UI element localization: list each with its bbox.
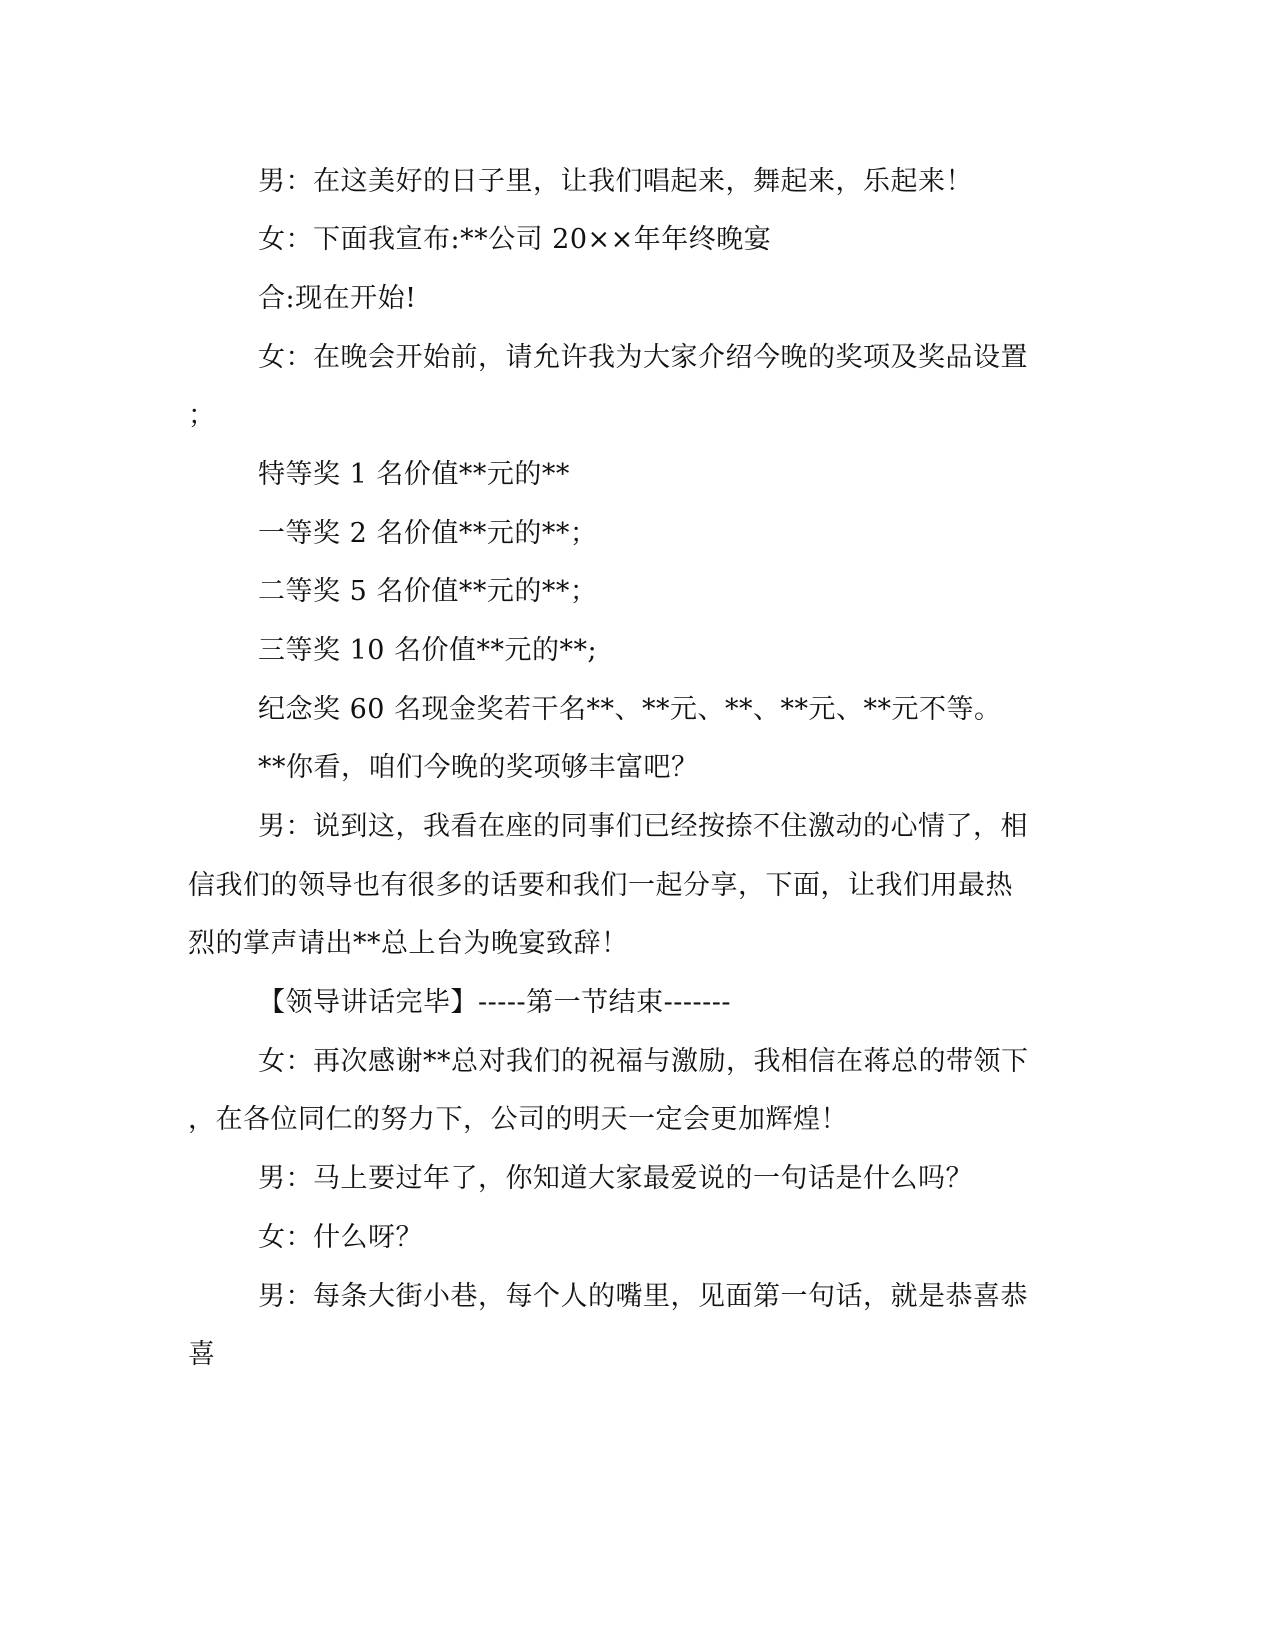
paragraph-line: 女：下面我宣布:**公司 20××年年终晚宴 [258, 224, 772, 255]
paragraph-line: 男：每条大街小巷，每个人的嘴里，见面第一句话，就是恭喜恭 [258, 1281, 1028, 1312]
paragraph-line: 信我们的领导也有很多的话要和我们一起分享，下面，让我们用最热 [188, 870, 1013, 901]
paragraph-line: 一等奖 2 名价值**元的**； [258, 518, 598, 549]
paragraph-line: 特等奖 1 名价值**元的** [258, 459, 570, 490]
paragraph-line: 喜 [188, 1339, 216, 1370]
paragraph-line: **你看，咱们今晚的奖项够丰富吧？ [258, 752, 699, 783]
paragraph-line: 女：什么呀？ [258, 1222, 423, 1253]
paragraph-line: 烈的掌声请出**总上台为晚宴致辞！ [188, 928, 629, 959]
paragraph-line: ，在各位同仁的努力下，公司的明天一定会更加辉煌！ [188, 1104, 848, 1135]
paragraph-line: 男：在这美好的日子里，让我们唱起来，舞起来，乐起来！ [258, 166, 973, 197]
paragraph-line: 纪念奖 60 名现金奖若干名**、**元、**、**元、**元不等。 [258, 694, 1002, 725]
paragraph-line: 男：马上要过年了，你知道大家最爱说的一句话是什么吗？ [258, 1163, 973, 1194]
paragraph-line: 三等奖 10 名价值**元的**; [258, 635, 598, 666]
paragraph-line: ； [188, 400, 216, 431]
section-divider-line: 【领导讲话完毕】-----第一节结束------- [258, 987, 731, 1018]
paragraph-line: 女：再次感谢**总对我们的祝福与激励，我相信在蒋总的带领下 [258, 1046, 1029, 1077]
paragraph-line: 女：在晚会开始前，请允许我为大家介绍今晚的奖项及奖品设置 [258, 342, 1028, 373]
paragraph-line: 男：说到这，我看在座的同事们已经按捺不住激动的心情了，相 [258, 811, 1028, 842]
paragraph-line: 二等奖 5 名价值**元的**； [258, 576, 598, 607]
paragraph-line: 合:现在开始! [258, 283, 417, 314]
